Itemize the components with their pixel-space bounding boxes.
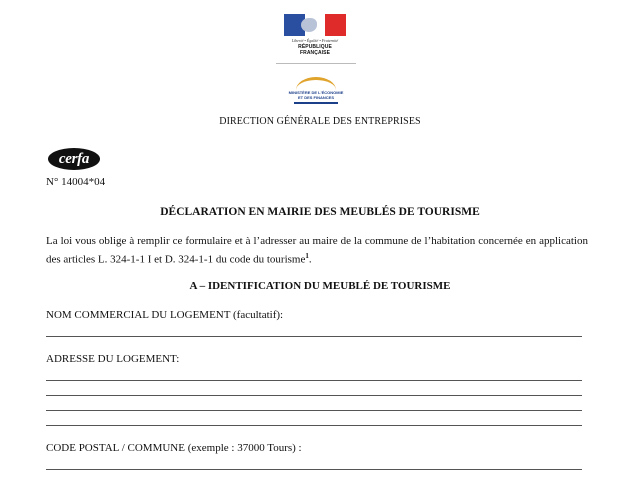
footnote-marker: 1 bbox=[305, 252, 309, 260]
ministry-bar bbox=[294, 102, 338, 104]
cerfa-logo: cerfa bbox=[48, 148, 100, 170]
marianne-flag-icon bbox=[284, 14, 346, 36]
ministry-name-line1: MINISTÈRE DE L'ÉCONOMIE bbox=[288, 90, 344, 95]
ministry-name-line2: ET DES FINANCES bbox=[297, 95, 334, 100]
republique-francaise-logo bbox=[284, 14, 346, 56]
field-label-adresse: ADRESSE DU LOGEMENT: bbox=[46, 353, 180, 365]
nom-commercial-input-line[interactable] bbox=[46, 336, 582, 337]
section-a-title: A – IDENTIFICATION DU MEUBLÉ DE TOURISME bbox=[189, 280, 451, 292]
field-label-code-postal: CODE POSTAL / COMMUNE (exemple : 37000 Tours) : bbox=[46, 442, 302, 454]
adresse-input-line-3[interactable] bbox=[46, 410, 582, 411]
ministry-arc-icon bbox=[296, 77, 336, 90]
document-title: DÉCLARATION EN MAIRIE DES MEUBLÉS DE TOURISME bbox=[160, 206, 480, 218]
republic-motto: Liberté • Égalité • Fraternité bbox=[291, 38, 339, 43]
intro-text: La loi vous oblige à remplir ce formulaire et à l’adresser au maire de la commune de l’habitation concernée en application des articles L. 324-1-1 I et D. 324-1-1 du code du tourisme bbox=[46, 235, 588, 266]
adresse-input-line-4[interactable] bbox=[46, 425, 582, 426]
republic-name: RÉPUBLIQUE FRANÇAISE bbox=[298, 44, 332, 56]
cerfa-number: N° 14004*04 bbox=[46, 176, 106, 188]
adresse-input-line-2[interactable] bbox=[46, 395, 582, 396]
intro-paragraph bbox=[46, 234, 588, 268]
logo-divider bbox=[276, 63, 356, 64]
adresse-input-line-1[interactable] bbox=[46, 380, 582, 381]
intro-end: . bbox=[308, 253, 312, 266]
field-label-nom-commercial: NOM COMMERCIAL DU LOGEMENT (facultatif): bbox=[46, 309, 284, 321]
direction-heading: DIRECTION GÉNÉRALE DES ENTREPRISES bbox=[219, 116, 421, 127]
code-postal-input-line[interactable] bbox=[46, 469, 582, 470]
ministry-logo bbox=[276, 77, 356, 104]
